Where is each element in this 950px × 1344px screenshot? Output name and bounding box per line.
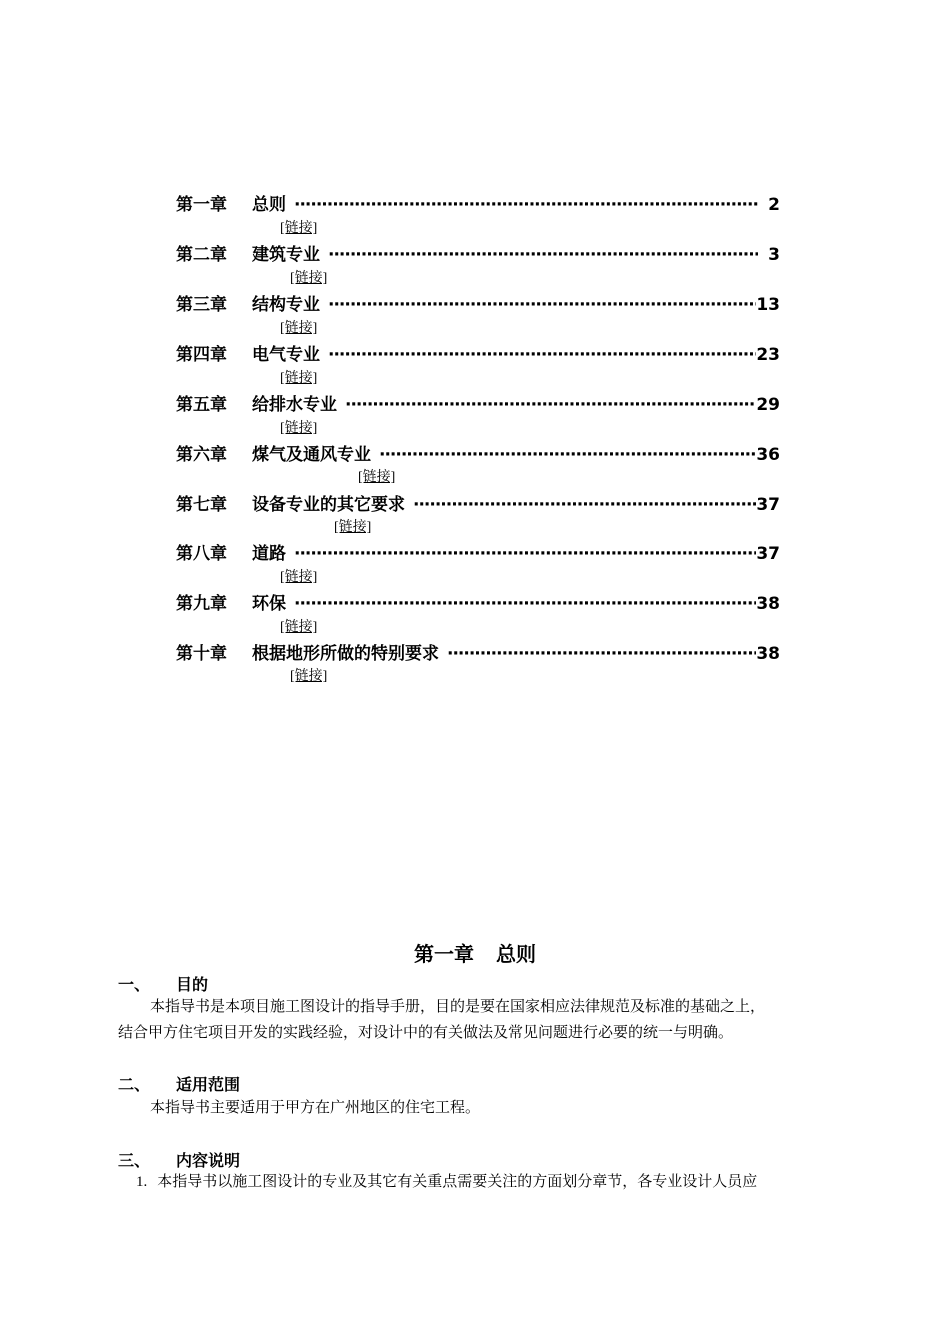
toc-chapter-title: 设备专业的其它要求 bbox=[252, 495, 405, 515]
toc-page-number: 3 bbox=[768, 245, 780, 265]
toc-link[interactable]: [链接] bbox=[290, 669, 328, 684]
list-item-text: 本指导书以施工图设计的专业及其它有关重点需要关注的方面划分章节，各专业设计人员应 bbox=[157, 1174, 758, 1190]
toc-chapter-title: 给排水专业 bbox=[252, 395, 337, 415]
paragraph: 本指导书是本项目施工图设计的指导手册，目的是要在国家相应法律规范及标准的基础之上， bbox=[150, 999, 766, 1015]
toc-chapter-number: 第十章 bbox=[176, 644, 227, 664]
toc-entry[interactable] bbox=[176, 340, 780, 366]
toc-entry[interactable] bbox=[176, 490, 780, 516]
chapter-number: 第一章 bbox=[414, 942, 474, 966]
toc-chapter-title: 结构专业 bbox=[252, 295, 320, 315]
toc-chapter-title: 电气专业 bbox=[252, 345, 320, 365]
section-heading bbox=[118, 972, 208, 995]
toc-chapter-number: 第九章 bbox=[176, 594, 227, 614]
toc-chapter-number: 第二章 bbox=[176, 245, 227, 265]
chapter-heading bbox=[0, 938, 950, 967]
toc-leader-dots bbox=[328, 344, 756, 366]
toc-page-number: 37 bbox=[756, 544, 780, 564]
toc-entry[interactable] bbox=[176, 240, 780, 266]
toc-chapter-title: 煤气及通风专业 bbox=[252, 445, 371, 465]
toc-link[interactable]: [链接] bbox=[280, 421, 318, 436]
toc-page-number: 2 bbox=[768, 195, 780, 215]
paragraph: 结合甲方住宅项目开发的实践经验，对设计中的有关做法及常见问题进行必要的统一与明确。 bbox=[118, 1025, 734, 1041]
toc-chapter-number: 第四章 bbox=[176, 345, 227, 365]
chapter-title: 总则 bbox=[496, 942, 536, 966]
toc-leader-dots bbox=[294, 194, 758, 216]
toc-link[interactable]: [链接] bbox=[290, 271, 328, 286]
toc-link[interactable]: [链接] bbox=[280, 221, 318, 236]
toc-entry[interactable] bbox=[176, 639, 780, 665]
toc-link[interactable]: [链接] bbox=[280, 620, 318, 635]
toc-entry[interactable] bbox=[176, 390, 780, 416]
toc-page-number: 29 bbox=[756, 395, 780, 415]
toc-leader-dots bbox=[294, 543, 756, 565]
toc-page-number: 36 bbox=[756, 445, 780, 465]
toc-link[interactable]: [链接] bbox=[334, 520, 372, 535]
toc-leader-dots bbox=[447, 643, 756, 665]
toc-page-number: 23 bbox=[756, 345, 780, 365]
toc-chapter-number: 第六章 bbox=[176, 445, 227, 465]
toc-chapter-title: 环保 bbox=[252, 594, 286, 614]
toc-page-number: 37 bbox=[756, 495, 780, 515]
toc-chapter-number: 第一章 bbox=[176, 195, 227, 215]
section-heading bbox=[118, 1072, 240, 1095]
toc-link[interactable]: [链接] bbox=[358, 470, 396, 485]
toc-chapter-title: 总则 bbox=[252, 195, 286, 215]
toc-chapter-number: 第七章 bbox=[176, 495, 227, 515]
toc-leader-dots bbox=[379, 444, 756, 466]
toc-chapter-number: 第五章 bbox=[176, 395, 227, 415]
toc-leader-dots bbox=[413, 494, 756, 516]
section-title: 目的 bbox=[176, 975, 209, 994]
toc-leader-dots bbox=[345, 394, 756, 416]
toc-page-number: 38 bbox=[756, 644, 780, 664]
list-item-number: 1. bbox=[136, 1174, 148, 1190]
toc-entry[interactable] bbox=[176, 539, 780, 565]
section-number: 二、 bbox=[118, 1075, 151, 1094]
section-title: 内容说明 bbox=[176, 1151, 241, 1170]
toc-entry[interactable] bbox=[176, 190, 780, 216]
toc-chapter-title: 道路 bbox=[252, 544, 286, 564]
toc-chapter-number: 第八章 bbox=[176, 544, 227, 564]
list-item bbox=[136, 1170, 757, 1194]
section-heading bbox=[118, 1148, 240, 1171]
section-title: 适用范围 bbox=[176, 1075, 241, 1094]
toc-entry[interactable] bbox=[176, 589, 780, 615]
toc-link[interactable]: [链接] bbox=[280, 371, 318, 386]
section-number: 三、 bbox=[118, 1151, 151, 1170]
toc-entry[interactable] bbox=[176, 440, 780, 466]
toc-leader-dots bbox=[294, 593, 756, 615]
toc-chapter-number: 第三章 bbox=[176, 295, 227, 315]
toc-link[interactable]: [链接] bbox=[280, 321, 318, 336]
toc-leader-dots bbox=[328, 244, 758, 266]
paragraph: 本指导书主要适用于甲方在广州地区的住宅工程。 bbox=[150, 1100, 481, 1116]
toc-page-number: 38 bbox=[756, 594, 780, 614]
section-number: 一、 bbox=[118, 975, 151, 994]
toc-link[interactable]: [链接] bbox=[280, 570, 318, 585]
toc-page-number: 13 bbox=[756, 295, 780, 315]
toc-leader-dots bbox=[328, 294, 756, 316]
toc-entry[interactable] bbox=[176, 290, 780, 316]
toc-chapter-title: 根据地形所做的特别要求 bbox=[252, 644, 439, 664]
toc-chapter-title: 建筑专业 bbox=[252, 245, 320, 265]
